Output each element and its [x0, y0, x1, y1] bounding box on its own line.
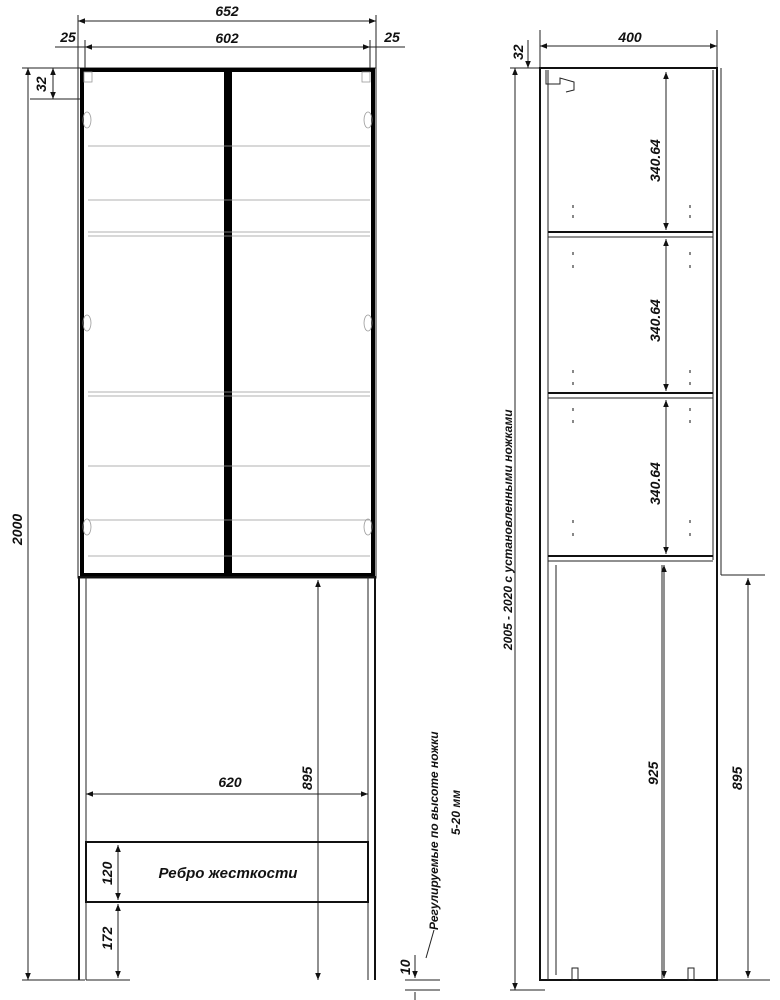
dim-overall-width: 652 [215, 3, 239, 19]
side-view [501, 29, 770, 990]
legs-note [397, 731, 463, 1000]
front-view [9, 3, 405, 980]
dim-bottom-gap: 172 [99, 926, 115, 950]
dim-side-top-offset: 32 [510, 44, 526, 60]
dim-inner-width: 602 [215, 30, 239, 46]
dim-shelf-height-1: 340.64 [647, 139, 663, 182]
dim-depth: 400 [618, 29, 642, 45]
dim-side-gap-right: 25 [384, 29, 400, 45]
dim-shelf-height-3: 340.64 [647, 462, 663, 505]
shelf-pin-holes [572, 205, 691, 536]
dim-height-with-legs: 2005 - 2020 с установленными ножками [501, 409, 515, 650]
dim-side-opening-height: 895 [729, 766, 745, 790]
dim-total-height: 2000 [9, 513, 25, 545]
rib-label: Ребро жесткости [158, 865, 298, 882]
dim-leg-height: 10 [397, 959, 413, 975]
dim-rib-height: 120 [99, 861, 115, 885]
dim-top-offset: 32 [33, 76, 49, 92]
legs-note-line1: Регулируемые по высоте ножки [427, 731, 441, 930]
dim-lower-height: 925 [645, 761, 661, 785]
legs-note-line2: 5-20 мм [449, 789, 463, 835]
dim-side-gap-left: 25 [60, 29, 76, 45]
dim-opening-width: 620 [218, 774, 242, 790]
dim-opening-height: 895 [299, 766, 315, 790]
dim-shelf-height-2: 340.64 [647, 299, 663, 342]
